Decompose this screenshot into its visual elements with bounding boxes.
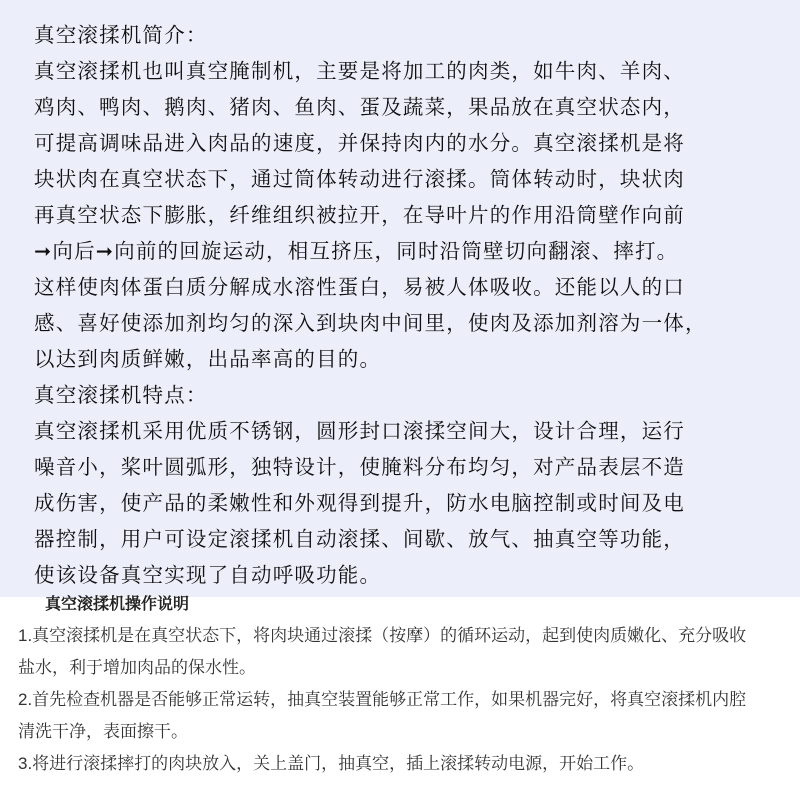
intro-line: 真空滚揉机也叫真空腌制机，主要是将加工的肉类，如牛肉、羊肉、 [34,59,685,83]
manual-line: 3.将进行滚揉摔打的肉块放入，关上盖门，抽真空，插上滚揉转动电源，开始工作。 [18,754,645,773]
intro-line: 鸡肉、鸭肉、鹅肉、猪肉、鱼肉、蛋及蔬菜，果品放在真空状态内， [34,95,685,119]
features-line: 噪音小，桨叶圆弧形，独特设计，使腌料分布均匀，对产品表层不造 [34,455,685,479]
intro-line: 可提高调味品进入肉品的速度，并保持肉内的水分。真空滚揉机是将 [34,131,685,155]
intro-line: 再真空状态下膨胀，纤维组织被拉开，在导叶片的作用沿筒壁作向前 [34,203,685,227]
features-line: 使该设备真空实现了自动呼吸功能。 [34,563,382,587]
features-line: 成伤害，使产品的柔嫩性和外观得到提升，防水电脑控制或时间及电 [34,491,685,515]
intro-line: 以达到肉质鲜嫩，出品率高的目的。 [34,347,382,371]
manual-line: 盐水，利于增加肉品的保水性。 [18,658,256,677]
intro-title: 真空滚揉机简介： [34,23,208,47]
features-title: 真空滚揉机特点： [34,383,208,407]
intro-line: 块状肉在真空状态下，通过筒体转动进行滚揉。筒体转动时，块状肉 [34,167,685,191]
intro-line: 感、喜好使添加剂均匀的深入到块肉中间里，使肉及添加剂溶为一体， [34,311,707,335]
manual-line: 清洗干净，表面擦干。 [18,722,188,741]
manual-title: 真空滚揉机操作说明 [45,596,190,613]
intro-line: 这样使肉体蛋白质分解成水溶性蛋白，易被人体吸收。还能以人的口 [34,275,685,299]
intro-line: ➞向后➞向前的回旋运动，相互挤压，同时沿筒壁切向翻滚、摔打。 [34,239,679,263]
features-line: 器控制，用户可设定滚揉机自动滚揉、间歇、放气、抽真空等功能， [34,527,685,551]
manual-line: 2.首先检查机器是否能够正常运转，抽真空装置能够正常工作，如果机器完好，将真空滚揉机内腔 [18,690,747,709]
features-line: 真空滚揉机采用优质不锈钢，圆形封口滚揉空间大，设计合理，运行 [34,419,685,443]
manual-line: 1.真空滚揉机是在真空状态下，将肉块通过滚揉（按摩）的循环运动，起到使肉质嫩化、充分吸收 [18,626,747,645]
